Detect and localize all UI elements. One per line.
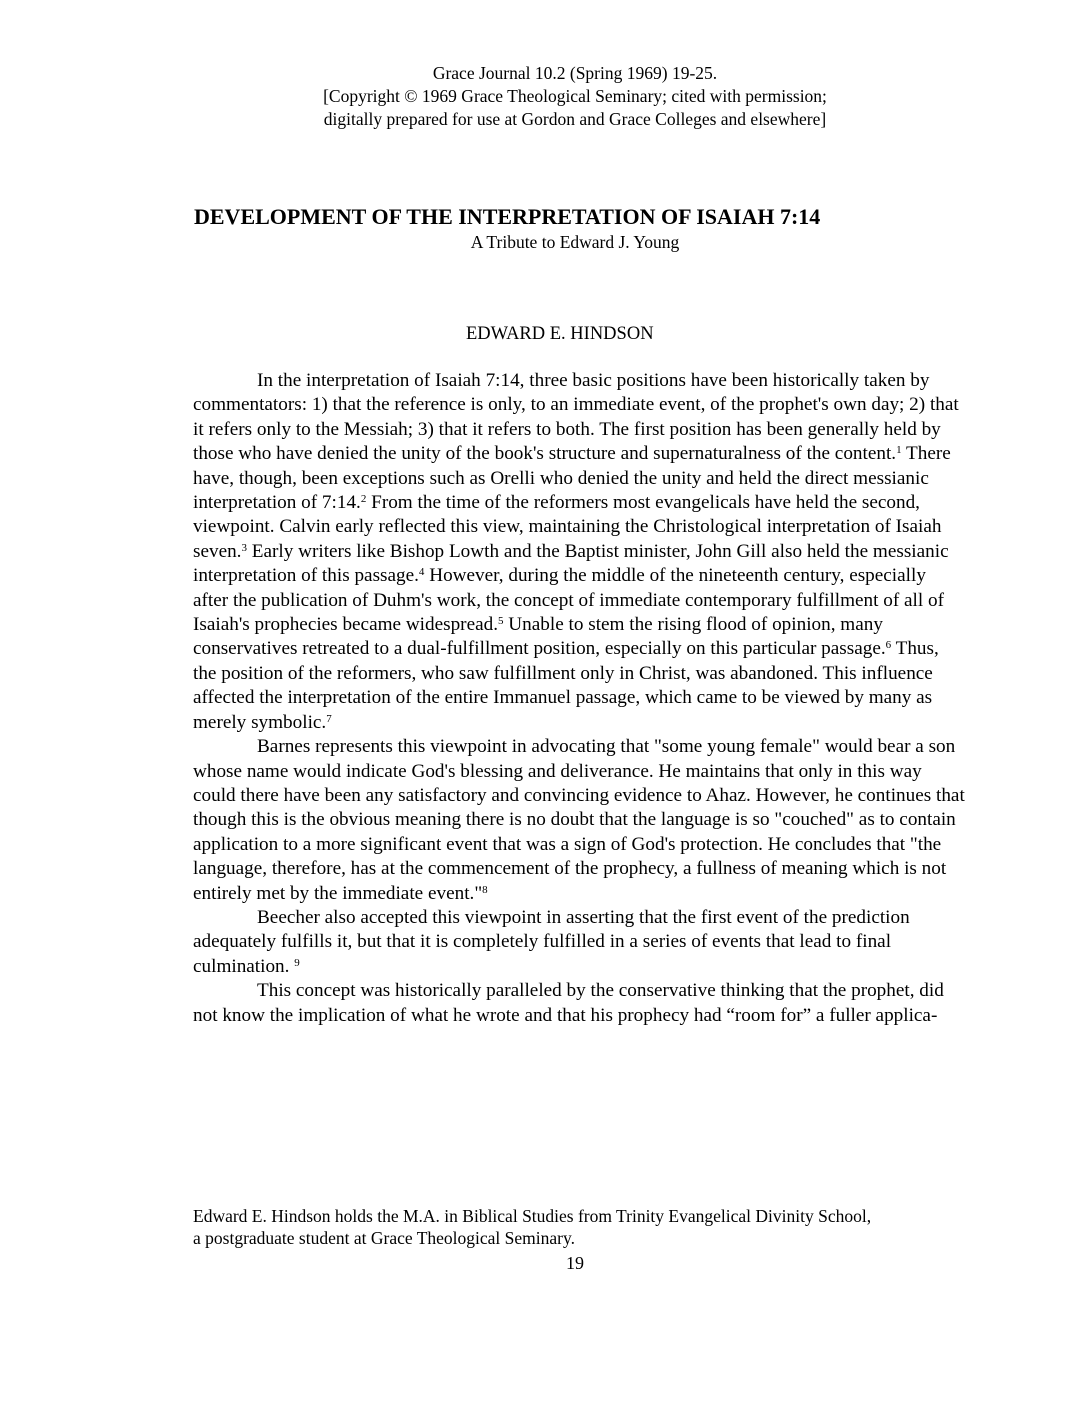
footnote-ref-2: 2 (360, 493, 367, 506)
page-number: 19 (566, 1253, 584, 1273)
footnote-line: Edward E. Hindson holds the M.A. in Biblical Studies from Trinity Evangelical Divinity School, (193, 1206, 872, 1226)
citation-line: Grace Journal 10.2 (Spring 1969) 19-25. (432, 63, 718, 83)
paragraph-1 (193, 369, 965, 735)
paragraph-4 (193, 979, 965, 1028)
paragraph-text: There have, though, been exceptions such as Orelli who denied the unity and held the direct messianic interpretation of 7:14. (193, 443, 951, 514)
footnote-ref-3: 3 (241, 541, 247, 554)
author-footnote (193, 1205, 983, 1249)
article-body (193, 369, 965, 1028)
footnote-ref-6: 6 (885, 639, 892, 652)
paragraph-text: Thus, the position of the reformers, who saw fulfillment only in Christ, was abandoned. This influence affected the interpretation of the entire Immanuel passage, which came to be viewed by many as merely symbolic. (193, 638, 939, 733)
journal-citation-header (0, 62, 1088, 131)
paragraph-text: Early writers like Bishop Lowth and the Baptist minister, John Gill also held the messianic interpretation of this passage. (193, 540, 949, 587)
article-subtitle: A Tribute to Edward J. Young (470, 232, 680, 252)
article-title: DEVELOPMENT OF THE INTERPRETATION OF ISAIAH 7:14 (194, 204, 821, 229)
copyright-line: [Copyright © 1969 Grace Theological Seminary; cited with permission; (323, 86, 827, 106)
paragraph-text: From the time of the reformers most evangelicals have held the second, viewpoint. Calvin early reflected this view, maintaining the Christological interpretation of Isaiah seven. (193, 492, 942, 562)
paragraph-text: However, during the middle of the nineteenth century, especially after the publication of Duhm's work, the concept of immediate contemporary fulfillment of all of Isaiah's prophecies became widespread. (193, 565, 945, 636)
footnote-ref-5: 5 (498, 615, 504, 628)
paragraph-text: Beecher also accepted this viewpoint in asserting that the first event of the prediction adequately fulfills it, but that it is completely fulfilled in a series of events that lead to final culmination. (193, 906, 910, 977)
paragraph-2 (193, 735, 965, 906)
footnote-ref-8: 8 (482, 883, 488, 896)
digital-prep-line: digitally prepared for use at Gordon and Grace Colleges and elsewhere] (323, 109, 827, 129)
footnote-ref-1: 1 (896, 444, 902, 457)
footnote-ref-9: 9 (294, 956, 300, 969)
article-author: EDWARD E. HINDSON (466, 324, 654, 344)
paragraph-text: Unable to stem the rising flood of opinion, many conservatives retreated to a dual-fulfillment position, especially on this particular passage. (193, 614, 886, 660)
paragraph-text: This concept was historically paralleled by the conservative thinking that the prophet, did not know the implication of what he wrote and that his prophecy had “room for” a fuller applica- (193, 980, 944, 1026)
paragraph-text: Barnes represents this viewpoint in advocating that "some young female" would bear a son whose name would indicate God's blessing and deliverance. He maintains that only in this way could there have been any satisfactory and convincing evidence to Ahaz. However, he continues that though this is the obvious meaning there is no doubt that the language is so "couched" as to contain application to a more significant event that was a sign of God's protection. He concludes that "the language, therefore, has at the commencement of the prophecy, a fullness of meaning which is not entirely met by the immediate event." (193, 736, 965, 904)
paragraph-text: In the interpretation of Isaiah 7:14, three basic positions have been historically taken by commentators: 1) that the reference is only, to an immediate event, of the prophet's own day; 2) that it refers only to the Messiah; 3) that it refers to both. The first position has been generally held by those who have denied the unity of the book's structure and supernaturalness of the content. (193, 370, 959, 465)
paragraph-3 (193, 906, 965, 979)
footnote-line: a postgraduate student at Grace Theological Seminary. (193, 1228, 575, 1248)
footnote-ref-7: 7 (326, 712, 332, 725)
footnote-ref-4: 4 (418, 566, 425, 579)
